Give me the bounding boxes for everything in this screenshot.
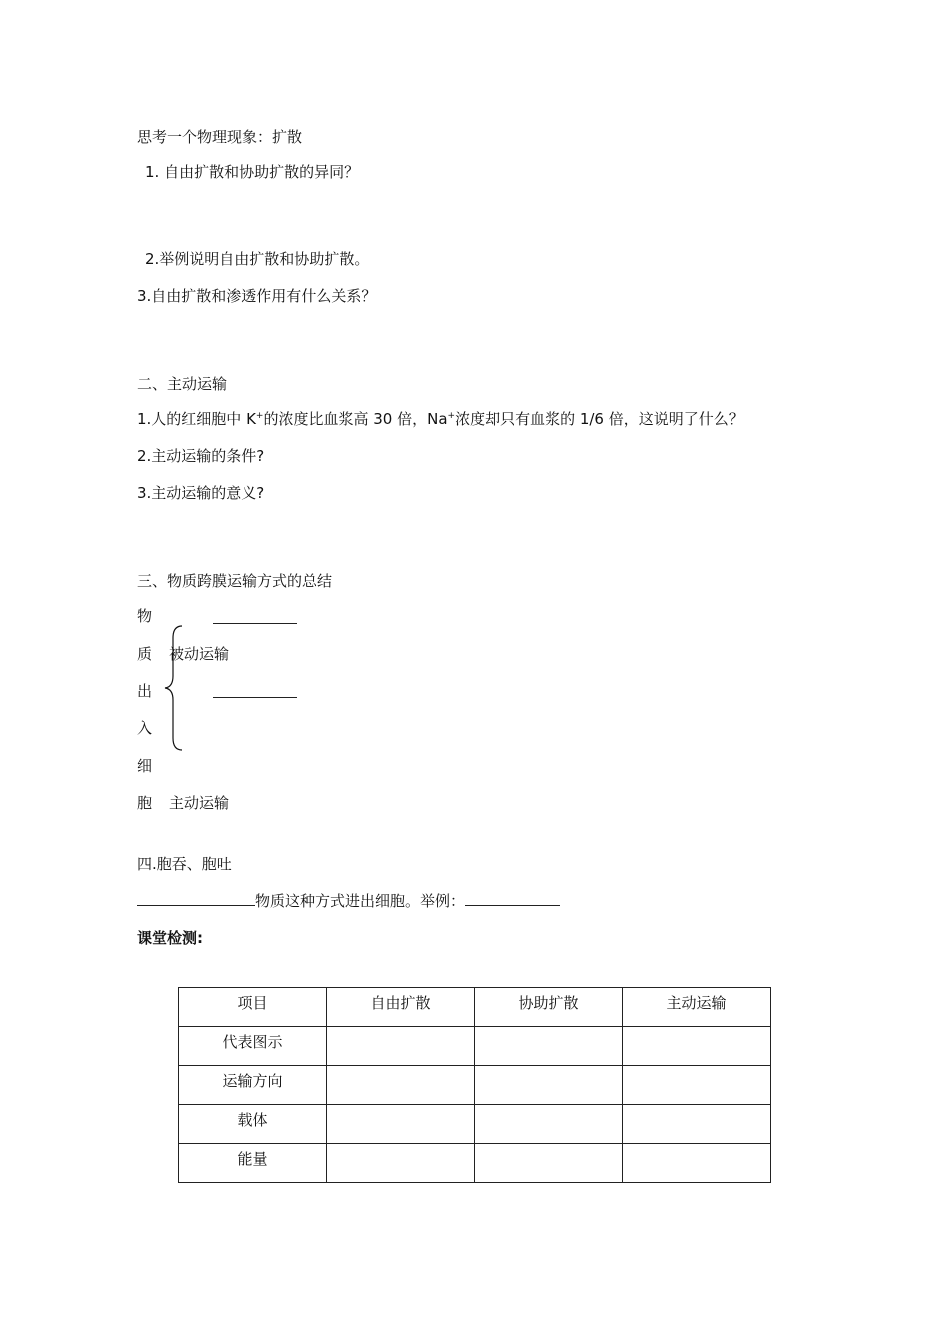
table-header-row: [179, 988, 771, 1027]
answer-cell[interactable]: [475, 1027, 623, 1066]
table-row: [179, 1144, 771, 1183]
intro-text: 思考一个物理现象：扩散: [137, 128, 303, 146]
active-transport-label: 主动运输: [169, 794, 230, 812]
section-title-endocytosis: 四.胞吞、胞吐: [137, 855, 232, 873]
answer-cell[interactable]: [623, 1066, 771, 1105]
section-title-active-transport: 二、主动运输: [137, 375, 228, 393]
comparison-table: [178, 987, 771, 1183]
answer-cell[interactable]: [327, 1144, 475, 1183]
fill-blank: [465, 891, 560, 906]
row-label-cell: 能量: [179, 1144, 327, 1183]
table-row: [179, 1105, 771, 1144]
vertical-char: 质: [137, 645, 153, 663]
question-1: 1. 自由扩散和协助扩散的异同？: [145, 163, 360, 181]
table-header-cell: 主动运输: [623, 988, 771, 1027]
section-title-summary: 三、物质跨膜运输方式的总结: [137, 572, 333, 590]
active-transport-question-2: 2.主动运输的条件?: [137, 447, 265, 465]
vertical-char: 入: [137, 719, 153, 737]
vertical-char: 胞: [137, 794, 153, 812]
row-label-cell: 运输方向: [179, 1066, 327, 1105]
row-label-cell: 代表图示: [179, 1027, 327, 1066]
answer-cell[interactable]: [475, 1144, 623, 1183]
blank-line: [213, 623, 297, 624]
question-3: 3.自由扩散和渗透作用有什么关系？: [137, 287, 377, 305]
active-transport-question-1: 1.人的红细胞中 K+的浓度比血浆高 30 倍，Na+浓度却只有血浆的 1/6 倍，这说明了什么？: [137, 410, 744, 428]
answer-cell[interactable]: [623, 1027, 771, 1066]
answer-cell[interactable]: [623, 1144, 771, 1183]
curly-brace-icon: [160, 624, 190, 754]
row-label-cell: 载体: [179, 1105, 327, 1144]
table-header-cell: 项目: [179, 988, 327, 1027]
active-transport-question-3: 3.主动运输的意义?: [137, 484, 265, 502]
table-row: [179, 1066, 771, 1105]
quiz-title: 课堂检测:: [137, 929, 203, 947]
table-row: [179, 1027, 771, 1066]
answer-cell[interactable]: [327, 1105, 475, 1144]
answer-cell[interactable]: [327, 1066, 475, 1105]
table-header-cell: 自由扩散: [327, 988, 475, 1027]
answer-cell[interactable]: [327, 1027, 475, 1066]
endocytosis-sentence: 物质这种方式进出细胞。举例：: [137, 891, 560, 910]
vertical-char: 细: [137, 757, 153, 775]
answer-cell[interactable]: [475, 1105, 623, 1144]
question-2: 2.举例说明自由扩散和协助扩散。: [145, 250, 370, 268]
blank-line: [213, 697, 297, 698]
fill-blank: [137, 891, 255, 906]
passive-transport-label: 被动运输: [169, 645, 230, 663]
vertical-char: 物: [137, 607, 153, 625]
table-header-cell: 协助扩散: [475, 988, 623, 1027]
answer-cell[interactable]: [475, 1066, 623, 1105]
answer-cell[interactable]: [623, 1105, 771, 1144]
vertical-char: 出: [137, 682, 153, 700]
